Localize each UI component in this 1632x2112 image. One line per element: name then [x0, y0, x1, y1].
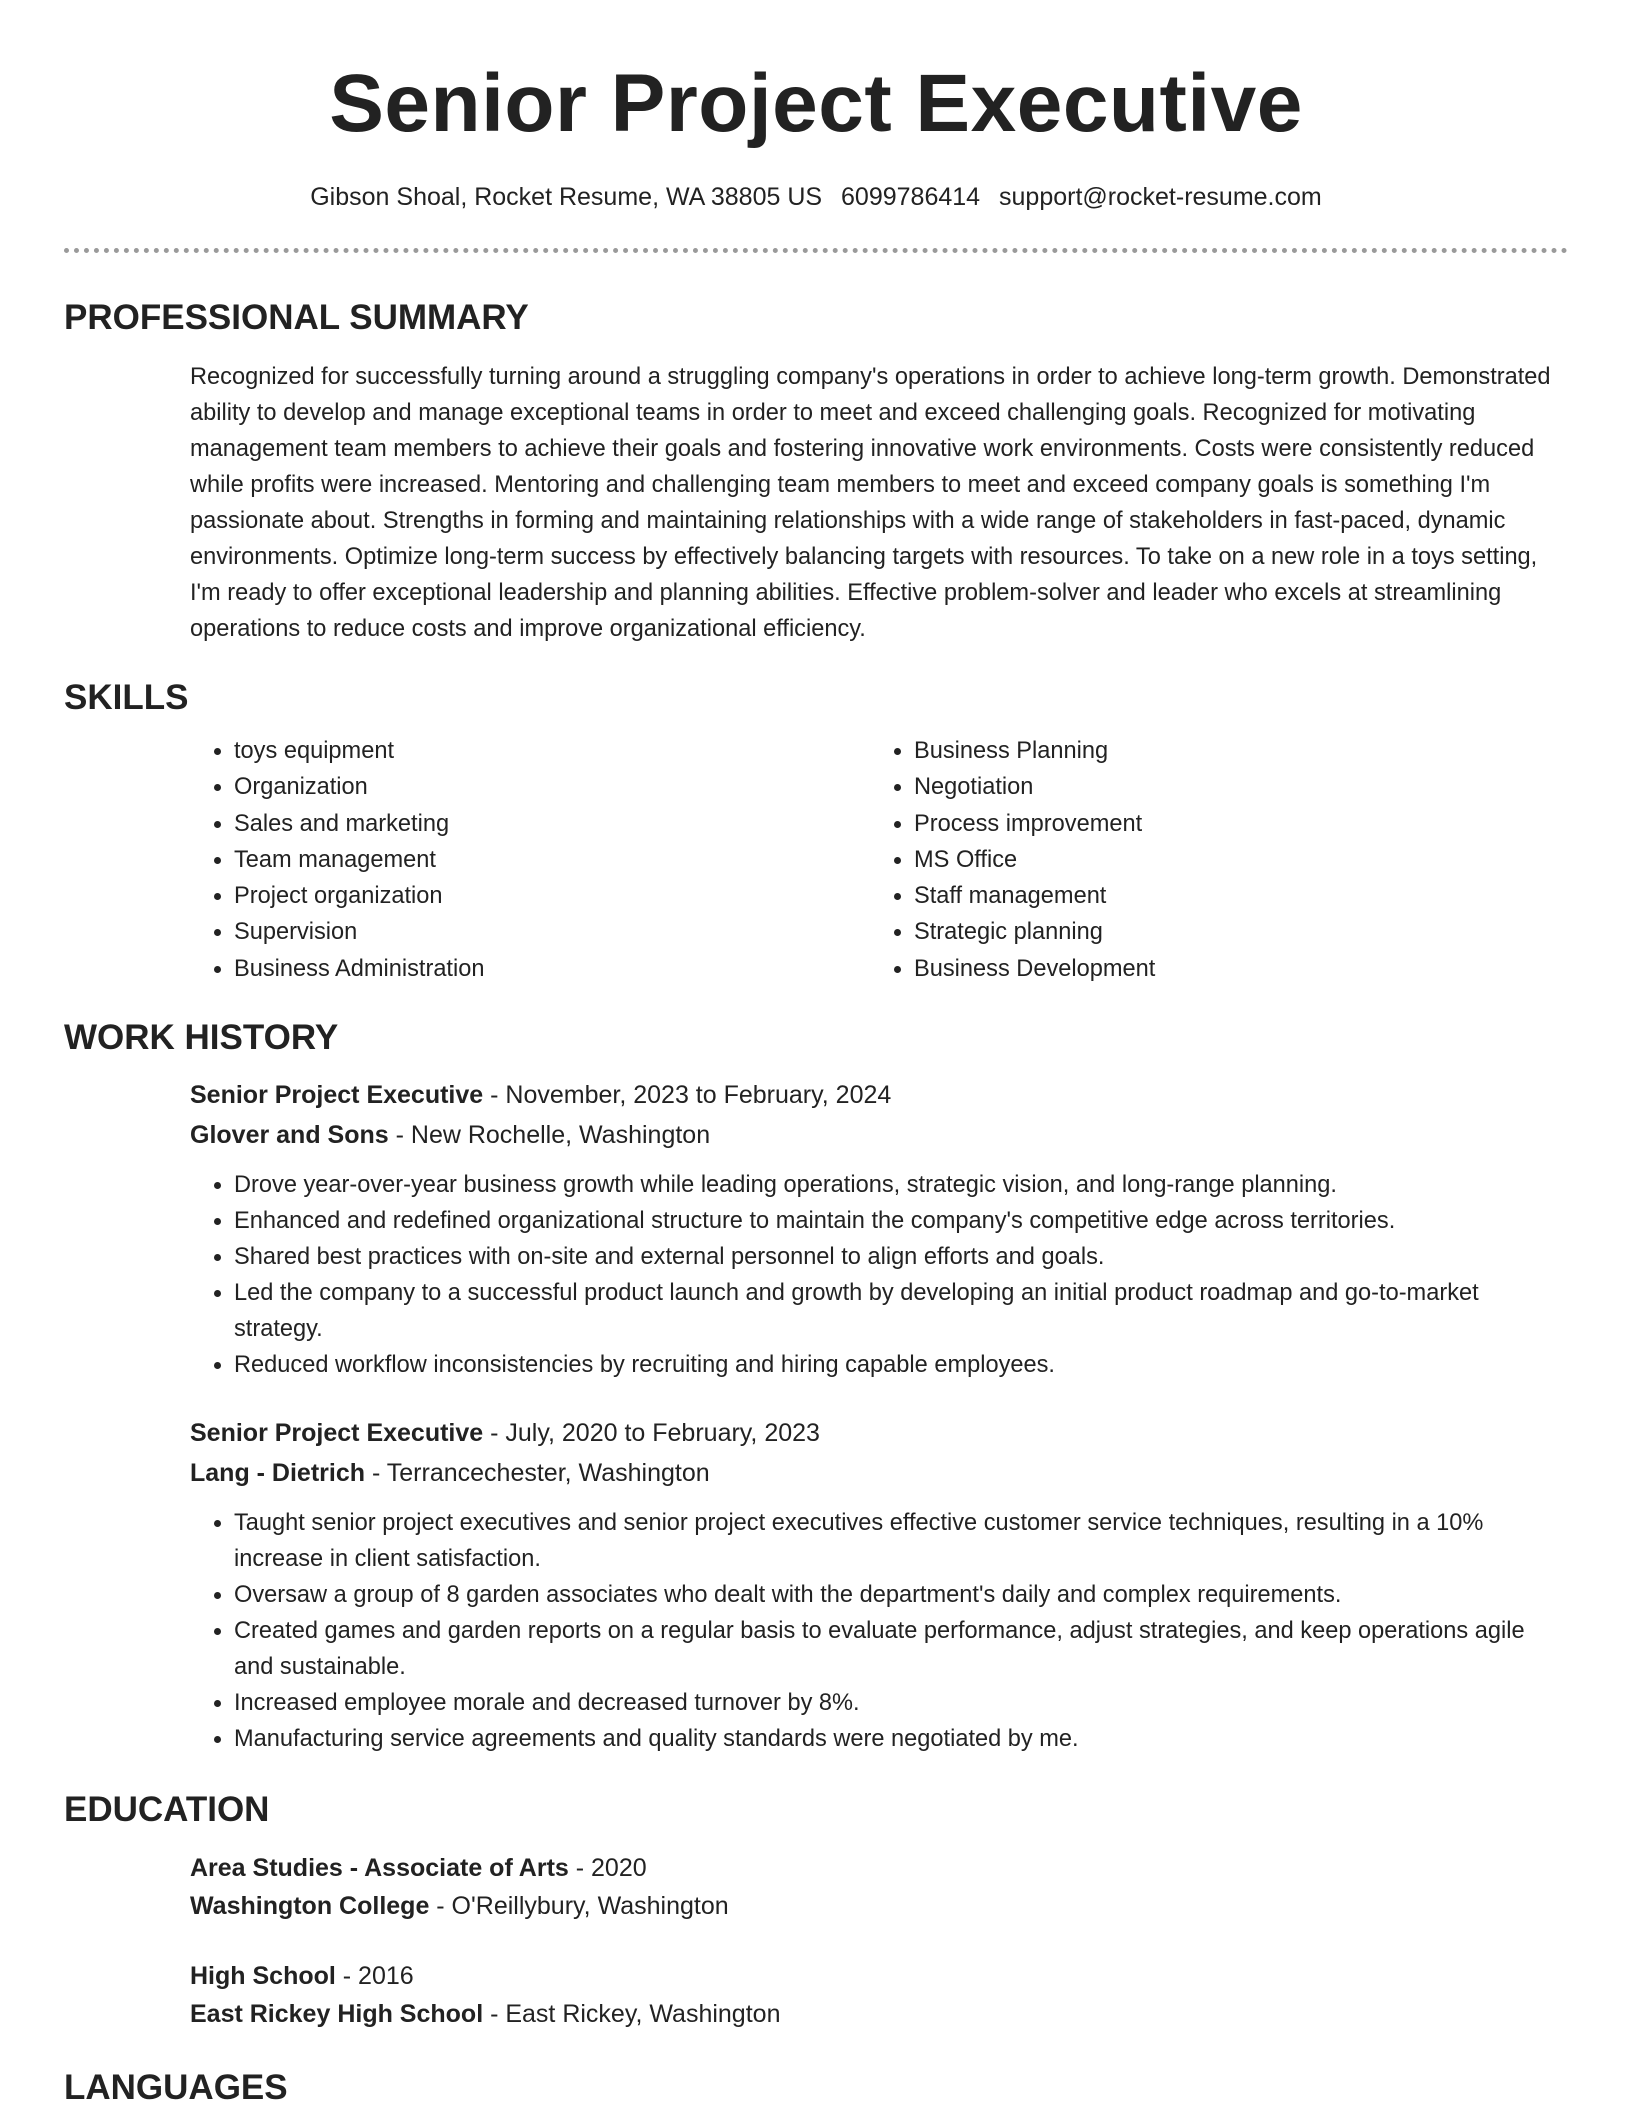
job-bullet: • Taught senior project executives and senior project executives effective customer service techniques, resulting in a 10% increase in client satisfaction. — [234, 1505, 1568, 1577]
education-entry — [64, 1957, 1568, 2033]
skills-list-right — [870, 733, 1550, 987]
languages-section — [0, 2067, 1632, 2109]
contact-address: Gibson Shoal, Rocket Resume, WA 38805 US — [310, 183, 823, 211]
job-bullet: • Created games and garden reports on a regular basis to evaluate performance, adjust strategies, and keep operations agile and sustainable. — [234, 1613, 1568, 1685]
skill-item: • Business Administration — [234, 951, 870, 987]
contact-email: support@rocket-resume.com — [999, 183, 1322, 211]
job-bullet: • Oversaw a group of 8 garden associates who dealt with the department's daily and complex requirements. — [234, 1577, 1568, 1613]
skills-section — [0, 677, 1632, 987]
skills-columns — [64, 733, 1568, 987]
job-bullet: • Shared best practices with on-site and external personnel to align efforts and goals. — [234, 1239, 1568, 1275]
education-degree-line — [190, 1849, 1568, 1887]
job-location: - New Rochelle, Washington — [388, 1121, 711, 1150]
skill-item: • Sales and marketing — [234, 806, 870, 842]
education-location: - East Rickey, Washington — [483, 2000, 781, 2029]
education-entry — [64, 1849, 1568, 1925]
job-location: - Terrancechester, Washington — [365, 1459, 710, 1488]
job-role: Senior Project Executive — [190, 1081, 484, 1110]
job-company-line — [190, 1115, 1568, 1155]
education-location: - O'Reillybury, Washington — [429, 1892, 729, 1921]
education-degree: Area Studies - Associate of Arts — [190, 1854, 569, 1883]
education-school-line — [190, 1995, 1568, 2033]
work-section — [0, 1017, 1632, 1757]
job-bullet: • Enhanced and redefined organizational structure to maintain the company's competitive edge across territories. — [234, 1203, 1568, 1239]
job-company: Lang - Dietrich — [190, 1459, 366, 1488]
skill-item: • Project organization — [234, 878, 870, 914]
job-dates: - November, 2023 to February, 2024 — [483, 1081, 892, 1110]
header-divider — [64, 248, 1568, 253]
section-title-education: EDUCATION — [64, 1790, 270, 1830]
contact-phone: 6099786414 — [841, 183, 981, 211]
job-bullet: • Increased employee morale and decreased turnover by 8%. — [234, 1685, 1568, 1721]
skill-item: • Process improvement — [914, 806, 1550, 842]
education-year: - 2016 — [335, 1962, 414, 1991]
job-bullet: • Manufacturing service agreements and quality standards were negotiated by me. — [234, 1721, 1568, 1757]
education-year: - 2020 — [568, 1854, 647, 1883]
skills-list-left — [190, 733, 870, 987]
job-dates: - July, 2020 to February, 2023 — [483, 1419, 820, 1448]
summary-section — [0, 297, 1632, 647]
education-section — [0, 1789, 1632, 2033]
education-school: East Rickey High School — [190, 2000, 484, 2029]
job-bullet: • Reduced workflow inconsistencies by recruiting and hiring capable employees. — [234, 1347, 1568, 1383]
section-title-summary: PROFESSIONAL SUMMARY — [64, 298, 529, 337]
summary-text: Recognized for successfully turning around a struggling company's operations in order to achieve long-term growth. Demonstrated ability to develop and manage exceptional teams in order to meet and exceed challenging goals. Recognized for motivating management team members to achieve their goals and fostering innovative work environments. Costs were consistently reduced while profits were increased. Mentoring and challenging team members to meet and exceed company goals is something I'm passionate about. Strengths in forming and maintaining relationships with a wide range of stakeholders in fast-paced, dynamic environments. Optimize long-term success by effectively balancing targets with resources. To take on a new role in a toys setting, I'm ready to offer exceptional leadership and planning abilities. Effective problem-solver and leader who excels at streamlining operations to reduce costs and improve organizational efficiency. — [190, 364, 1551, 642]
skill-item: • Organization — [234, 769, 870, 805]
job-company-line — [190, 1453, 1568, 1493]
education-degree-line — [190, 1957, 1568, 1995]
job-role: Senior Project Executive — [190, 1419, 484, 1448]
skill-item: • Negotiation — [914, 769, 1550, 805]
skill-item: • Business Planning — [914, 733, 1550, 769]
job-bullet: • Drove year-over-year business growth while leading operations, strategic vision, and long-range planning. — [234, 1167, 1568, 1203]
contact-line — [0, 180, 1632, 214]
job-title-line — [190, 1413, 1568, 1453]
section-title-languages: LANGUAGES — [64, 2068, 288, 2108]
education-school: Washington College — [190, 1892, 430, 1921]
job-entry — [64, 1413, 1568, 1757]
job-bullet: • Led the company to a successful product launch and growth by developing an initial product roadmap and go-to-market strategy. — [234, 1275, 1568, 1347]
summary-body — [64, 359, 1568, 647]
job-entry — [64, 1075, 1568, 1383]
skill-item: • toys equipment — [234, 733, 870, 769]
skill-item: • Business Development — [914, 951, 1550, 987]
section-title-skills: SKILLS — [64, 678, 189, 717]
job-bullets — [190, 1167, 1568, 1383]
skill-item: • Team management — [234, 842, 870, 878]
skill-item: • Staff management — [914, 878, 1550, 914]
skill-item: • Supervision — [234, 914, 870, 950]
job-bullets — [190, 1505, 1568, 1757]
education-school-line — [190, 1887, 1568, 1925]
section-title-work: WORK HISTORY — [64, 1018, 339, 1058]
job-title-line — [190, 1075, 1568, 1115]
resume-name: Senior Project Executive — [329, 58, 1303, 149]
education-degree: High School — [190, 1962, 336, 1991]
skill-item: • MS Office — [914, 842, 1550, 878]
job-company: Glover and Sons — [190, 1121, 389, 1150]
skill-item: • Strategic planning — [914, 914, 1550, 950]
